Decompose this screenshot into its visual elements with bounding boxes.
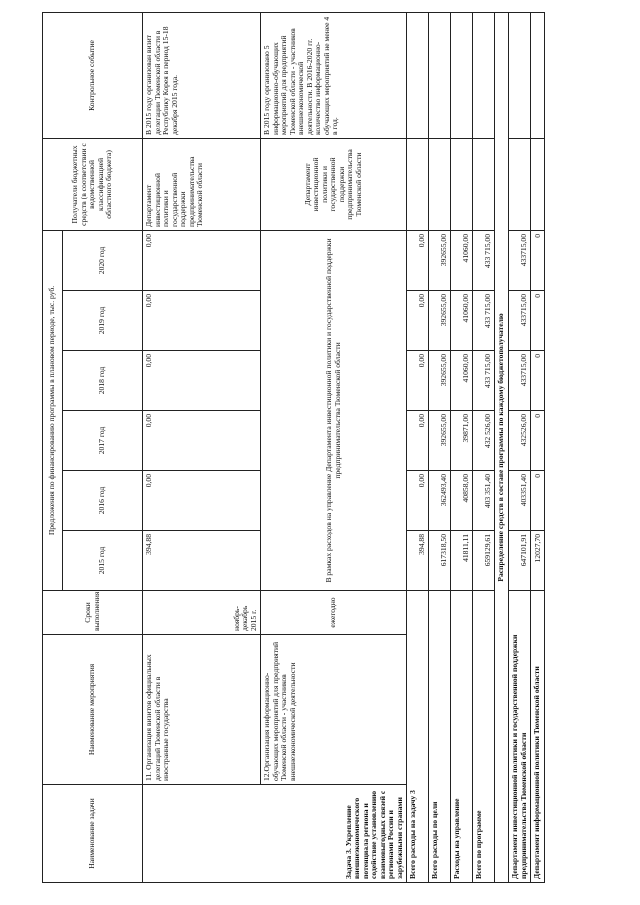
year-header: 2017 год xyxy=(63,411,143,471)
value-cell: 40858,00 xyxy=(451,471,473,531)
value-cell: 41060,00 xyxy=(451,351,473,411)
value-cell: 392655,00 xyxy=(429,230,451,290)
value-cell: 432526,00 xyxy=(509,411,531,471)
value-cell: 394,88 xyxy=(143,531,261,591)
empty-cell xyxy=(429,138,451,230)
value-cell: 41060,00 xyxy=(451,230,473,290)
header-recipients: Получатели бюджетных средств (в соответствии с ведомственной классификацией областного бюджета) xyxy=(43,138,143,230)
value-cell: 392655,00 xyxy=(429,291,451,351)
header-row xyxy=(43,12,63,882)
value-cell: 0,00 xyxy=(407,351,429,411)
header-task: Наименование задачи xyxy=(43,785,143,883)
empty-cell xyxy=(509,12,531,138)
empty-cell xyxy=(451,138,473,230)
value-cell: 0,00 xyxy=(143,291,261,351)
activity-11-event: В 2015 году организован визит делегации Тюменской области в Республику Корея в период 15-18 декабря 2015 года. xyxy=(143,12,261,138)
value-cell: 433715,00 xyxy=(509,230,531,290)
year-header: 2020 год xyxy=(63,230,143,290)
value-cell: 362493,40 xyxy=(429,471,451,531)
value-cell: 0,00 xyxy=(407,471,429,531)
value-cell: 0,00 xyxy=(407,291,429,351)
activity-11-deadline: ноябрь-декабрь 2015 г. xyxy=(143,591,261,635)
total-task3-row xyxy=(407,12,429,882)
dept1-label: Департамент инвестиционной политики и государственной поддержки предпринимательства Тюменской области xyxy=(509,591,531,883)
value-cell: 433715,00 xyxy=(509,351,531,411)
dept1-row xyxy=(509,12,531,882)
value-cell: 433 715,00 xyxy=(473,291,495,351)
total-goal-row xyxy=(429,12,451,882)
value-cell: 392655,00 xyxy=(429,351,451,411)
empty-cell xyxy=(473,12,495,138)
total-goal-label: Всего расходы по цели xyxy=(429,591,451,883)
value-cell: 0 xyxy=(531,230,545,290)
activity-11-recipient: Департамент инвестиционной политики и государственной поддержки предпринимательства Тюменской области xyxy=(143,138,261,230)
value-cell: 41811,11 xyxy=(451,531,473,591)
value-cell: 403 351,40 xyxy=(473,471,495,531)
budget-table xyxy=(42,12,545,883)
value-cell: 394,88 xyxy=(407,531,429,591)
value-cell: 39871,00 xyxy=(451,411,473,471)
value-cell: 0,00 xyxy=(407,230,429,290)
value-cell: 12027,70 xyxy=(531,531,545,591)
activity-12-deadline: ежегодно xyxy=(261,591,407,635)
dept2-label: Департамент информационной политики Тюменской области xyxy=(531,591,545,883)
value-cell: 0,00 xyxy=(143,351,261,411)
activity-11-name: 11. Организация визитов официальных делегаций Тюменской области в иностранные государства xyxy=(143,635,261,785)
activity-12-row xyxy=(261,12,407,882)
value-cell: 433715,00 xyxy=(509,291,531,351)
value-cell: 0,00 xyxy=(143,411,261,471)
management-row xyxy=(451,12,473,882)
empty-cell xyxy=(407,12,429,138)
empty-cell xyxy=(531,12,545,138)
value-cell: 403351,40 xyxy=(509,471,531,531)
value-cell: 0 xyxy=(531,351,545,411)
value-cell: 659129,61 xyxy=(473,531,495,591)
value-cell: 617318,50 xyxy=(429,531,451,591)
header-control-event: Контрольное событие xyxy=(43,12,143,138)
activity-12-event: В 2015 году организовано 5 информационно-обучающих мероприятий для предприятий Тюменской области - участников внешнеэкономической деятельности. В 2016-2020 гг. количество информационно-обучающих мероприятий не менее 4 в год. xyxy=(261,12,407,138)
year-header: 2016 год xyxy=(63,471,143,531)
value-cell: 433 715,00 xyxy=(473,351,495,411)
dept2-row xyxy=(531,12,545,882)
empty-cell xyxy=(429,12,451,138)
value-cell: 0,00 xyxy=(143,230,261,290)
activity-12-recipient: Департамент инвестиционной политики и государственной поддержки предпринимательства Тюменской области xyxy=(261,138,407,230)
empty-cell xyxy=(509,138,531,230)
program-row xyxy=(473,12,495,882)
empty-cell xyxy=(451,12,473,138)
header-funding: Предложения по финансированию программы в плановом периоде, тыс. руб. xyxy=(43,230,63,590)
distribution-heading: Распределение средств в составе программы по каждому бюджетополучателю xyxy=(495,12,509,882)
year-header: 2019 год xyxy=(63,291,143,351)
activity-11-row xyxy=(143,12,261,882)
management-label: Расходы на управление xyxy=(451,591,473,883)
task3-name: Задача 3. Укрепление внешнеэкономического потенциала региона и содействие установлению взаимовыгодных связей с регионами России и зарубежными странами xyxy=(143,785,407,883)
empty-cell xyxy=(531,138,545,230)
empty-cell xyxy=(473,138,495,230)
value-cell: 433 715,00 xyxy=(473,230,495,290)
value-cell: 647101,91 xyxy=(509,531,531,591)
value-cell: 0,00 xyxy=(407,411,429,471)
value-cell: 0 xyxy=(531,291,545,351)
total-task3-label: Всего расходы на задачу 3 xyxy=(407,591,429,883)
year-header: 2015 год xyxy=(63,531,143,591)
value-cell: 432 526,00 xyxy=(473,411,495,471)
header-deadline: Сроки выполнения xyxy=(43,591,143,635)
empty-cell xyxy=(407,138,429,230)
value-cell: 0,00 xyxy=(143,471,261,531)
program-label: Всего по программе xyxy=(473,591,495,883)
rotated-document-page xyxy=(42,13,602,883)
distribution-row xyxy=(495,12,509,882)
activity-12-name: 12.Организация информационно-обучающих мероприятий для предприятий Тюменской области - участников внешнеэкономической деятельности xyxy=(261,635,407,785)
value-cell: 392655,00 xyxy=(429,411,451,471)
value-cell: 0 xyxy=(531,411,545,471)
activity-12-note: В рамках расходов на управление Департамента инвестиционной политики и государственной поддержки предпринимательства Тюменской области xyxy=(261,230,407,590)
value-cell: 0 xyxy=(531,471,545,531)
header-activity: Наименование мероприятия xyxy=(43,635,143,785)
year-header: 2018 год xyxy=(63,351,143,411)
value-cell: 41060,00 xyxy=(451,291,473,351)
